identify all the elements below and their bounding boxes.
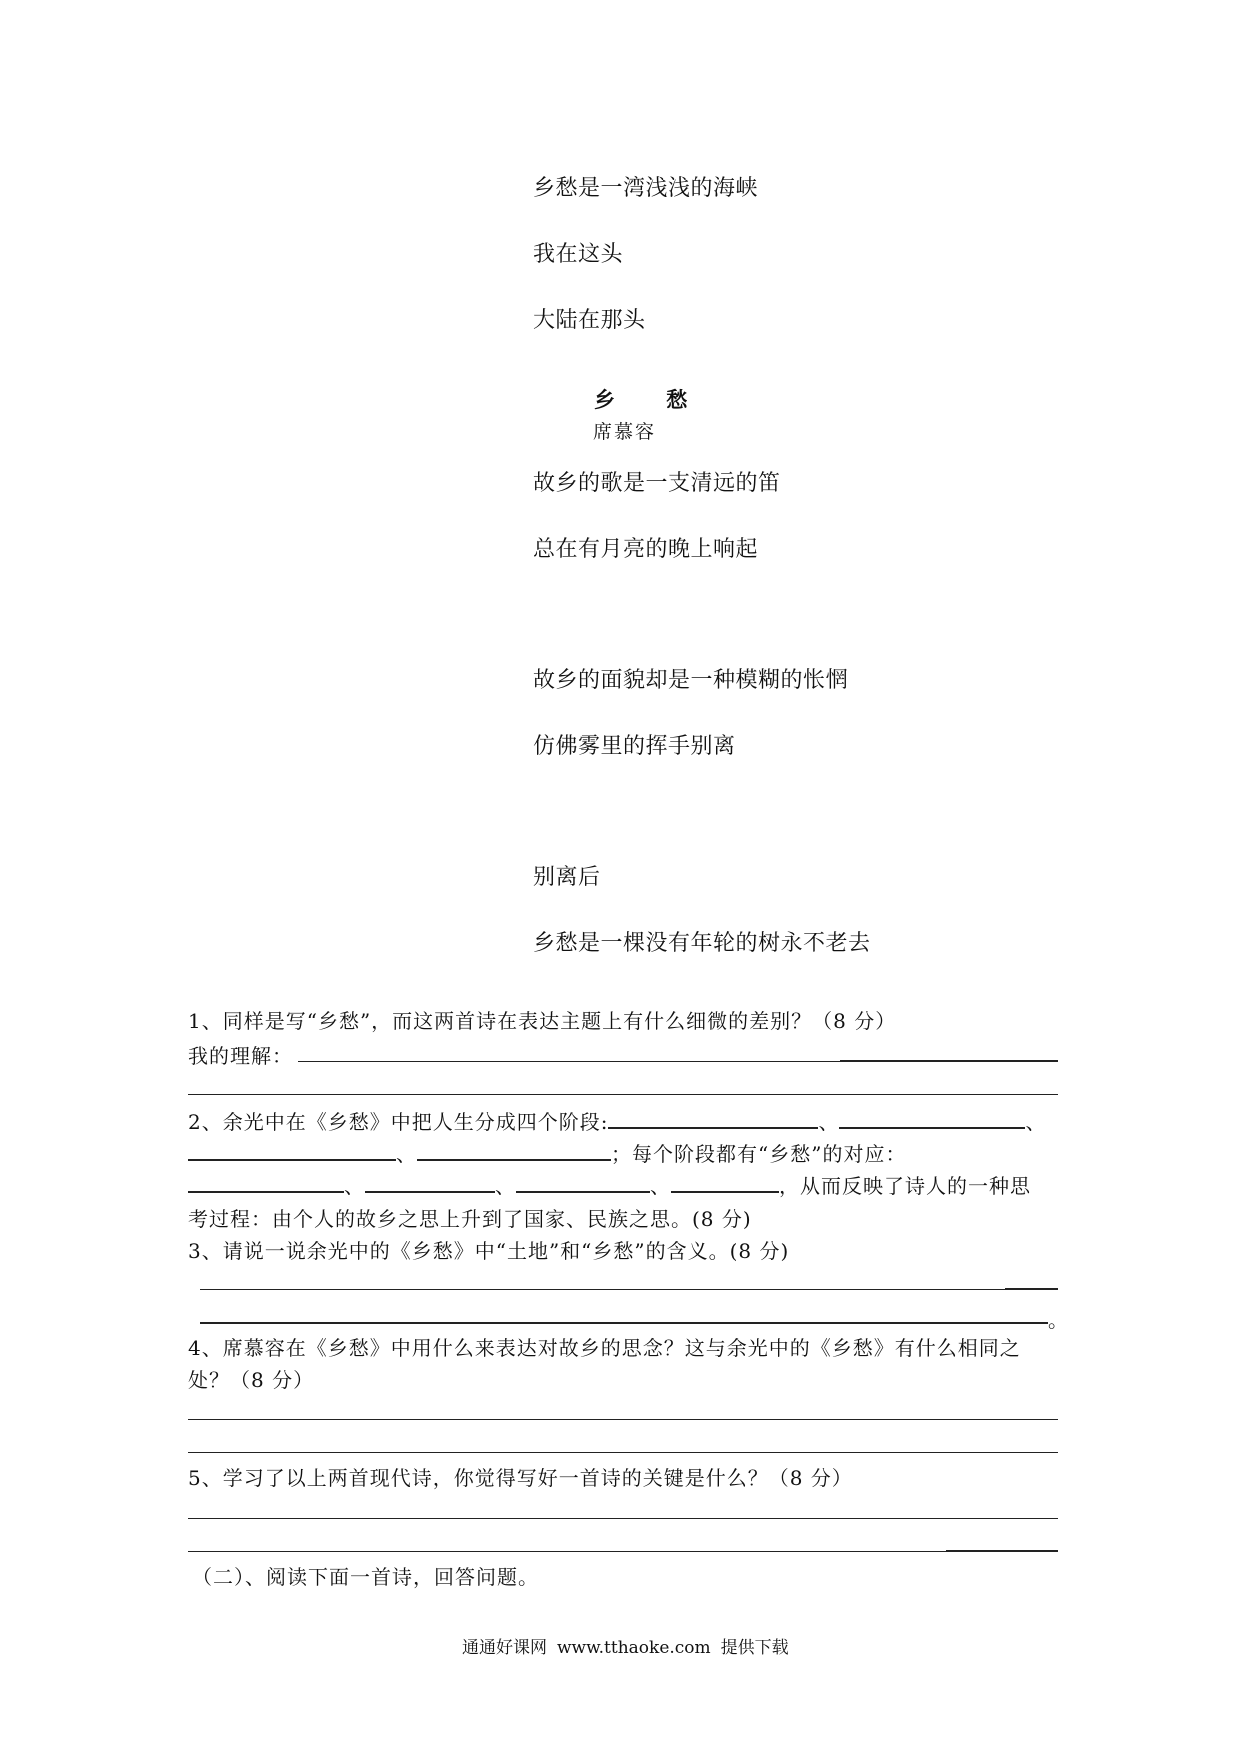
fill-blank[interactable] [671, 1173, 779, 1193]
fill-blank[interactable] [839, 1109, 1025, 1129]
question-3: 3、请说一说余光中的《乡愁》中“土地”和“乡愁”的含义。(8 分) [188, 1239, 790, 1263]
question-1-answer-label: 我的理解： [188, 1044, 293, 1068]
question-4-line-2: 处？（8 分） [188, 1368, 315, 1392]
section-2-heading: （二）、阅读下面一首诗，回答问题。 [192, 1565, 539, 1589]
fill-blank[interactable] [417, 1141, 611, 1161]
separator: 、 [818, 1110, 840, 1134]
question-2-reflect-text: ，从而反映了诗人的一种思 [779, 1174, 1031, 1198]
answer-line[interactable] [188, 1419, 1058, 1420]
poem2-title: 乡 愁 [594, 387, 710, 412]
question-2-stage-text: ；每个阶段都有“乡愁”的对应： [611, 1142, 907, 1166]
separator: 、 [344, 1174, 365, 1198]
separator: 、 [396, 1142, 417, 1166]
question-2-line-2 [188, 1138, 906, 1167]
separator: 、 [650, 1174, 671, 1198]
fill-blank[interactable] [365, 1173, 495, 1193]
fill-blank[interactable] [608, 1109, 818, 1129]
poem1-line-1: 乡愁是一湾浅浅的海峡 [533, 176, 759, 201]
footer-suffix: 提供下载 [720, 1638, 789, 1658]
answer-line[interactable] [188, 1518, 1058, 1519]
question-2-prompt: 2、余光中在《乡愁》中把人生分成四个阶段: [188, 1110, 609, 1134]
question-3-end-mark: 。 [1048, 1308, 1069, 1332]
question-2-line-3 [188, 1170, 1031, 1199]
poem2-line-1: 故乡的歌是一支清远的笛 [533, 471, 781, 496]
answer-line[interactable] [200, 1289, 1005, 1290]
answer-line[interactable] [840, 1060, 1058, 1062]
fill-blank[interactable] [188, 1173, 344, 1193]
poem1-line-3: 大陆在那头 [533, 308, 646, 333]
answer-line[interactable] [188, 1452, 1058, 1453]
poem2-line-2: 总在有月亮的晚上响起 [533, 537, 759, 562]
poem2-line-4: 仿佛雾里的挥手别离 [533, 734, 736, 759]
poem1-line-2: 我在这头 [533, 242, 624, 267]
fill-blank[interactable] [188, 1141, 396, 1161]
separator: 、 [1025, 1110, 1047, 1134]
question-4-line-1: 4、席慕容在《乡愁》中用什么来表达对故乡的思念？这与余光中的《乡愁》有什么相同之 [188, 1336, 1021, 1360]
question-2-line-1 [188, 1106, 1046, 1135]
question-2-line-4: 考过程：由个人的故乡之思上升到了国家、民族之思。(8 分) [188, 1207, 752, 1231]
answer-line[interactable] [200, 1322, 1048, 1324]
poem2-line-5: 别离后 [533, 865, 601, 890]
question-1: 1、同样是写“乡愁”，而这两首诗在表达主题上有什么细微的差别？（8 分） [188, 1009, 897, 1033]
answer-line[interactable] [946, 1550, 1058, 1552]
footer-url: www.tthaoke.com [557, 1638, 711, 1658]
page-footer [462, 1633, 799, 1658]
question-5: 5、学习了以上两首现代诗，你觉得写好一首诗的关键是什么？（8 分） [188, 1466, 853, 1490]
answer-line[interactable] [298, 1061, 840, 1062]
separator: 、 [495, 1174, 516, 1198]
poem2-line-6: 乡愁是一棵没有年轮的树永不老去 [533, 931, 871, 956]
footer-site-name: 通通好课网 [462, 1638, 547, 1658]
answer-line[interactable] [188, 1551, 946, 1552]
answer-line[interactable] [188, 1094, 1058, 1095]
fill-blank[interactable] [516, 1173, 650, 1193]
poem2-line-3: 故乡的面貌却是一种模糊的怅惘 [533, 668, 849, 693]
poem2-author: 席慕容 [593, 421, 657, 443]
answer-line[interactable] [1005, 1288, 1058, 1290]
